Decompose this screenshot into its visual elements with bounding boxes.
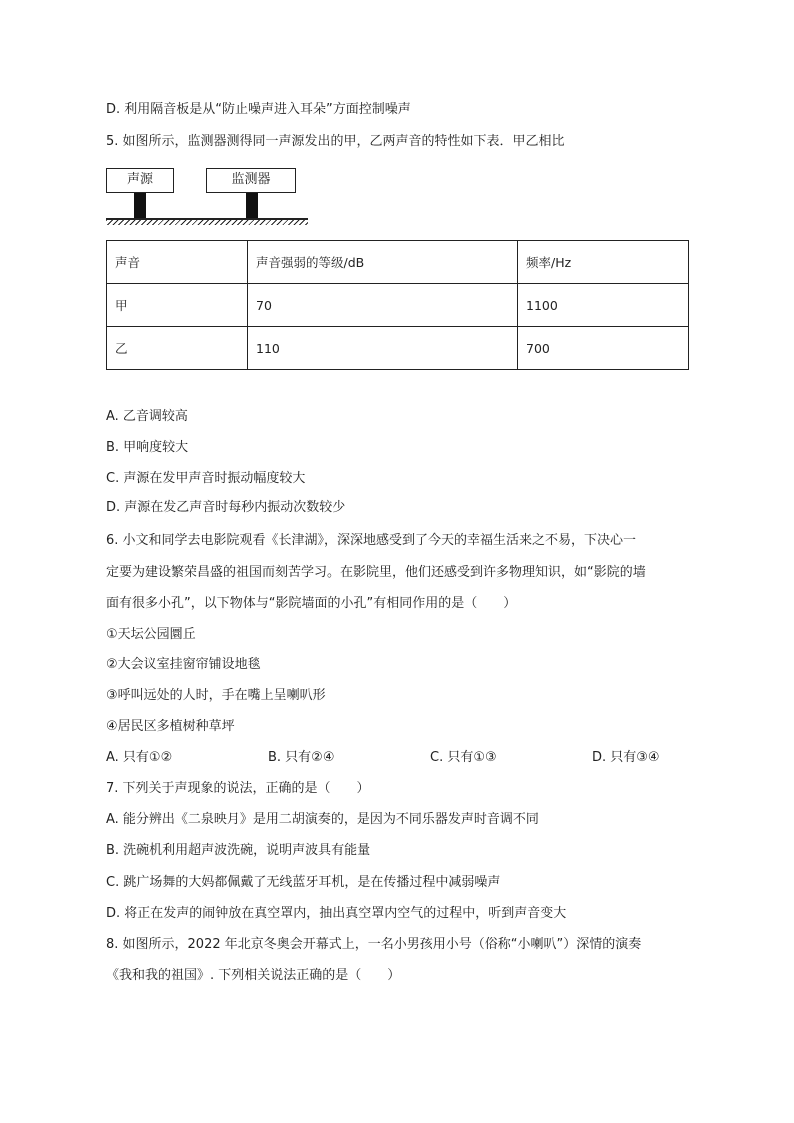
sound-source-box	[106, 168, 174, 193]
q6-item-1: ①天坛公园圜丘	[106, 627, 196, 642]
table-header-cell: 声音	[107, 241, 248, 284]
q7-option-d: D. 将正在发声的闹钟放在真空罩内，抽出真空罩内空气的过程中，听到声音变大	[106, 906, 567, 921]
q6-option-d: D. 只有③④	[592, 750, 660, 765]
sound-properties-table	[106, 240, 689, 370]
question-8-line-2: 《我和我的祖国》. 下列相关说法正确的是（ ）	[106, 968, 401, 983]
table-cell: 70	[248, 284, 518, 327]
monitor-box	[206, 168, 296, 193]
table-cell: 1100	[518, 284, 689, 327]
q7-option-a: A. 能分辨出《二泉映月》是用二胡演奏的，是因为不同乐器发声时音调不同	[106, 812, 539, 827]
source-post	[134, 193, 146, 218]
table-cell: 甲	[107, 284, 248, 327]
monitor-post	[246, 193, 258, 218]
question-6-line-3: 面有很多小孔”，以下物体与“影院墙面的小孔”有相同作用的是（ ）	[106, 596, 517, 611]
sound-source-label: 声源	[126, 172, 153, 187]
table-row	[107, 327, 689, 370]
q6-option-c: C. 只有①③	[430, 750, 497, 765]
q5-option-d: D. 声源在发乙声音时每秒内振动次数较少	[106, 500, 346, 515]
table-cell: 110	[248, 327, 518, 370]
table-header-row	[107, 241, 689, 284]
q6-item-2: ②大会议室挂窗帘铺设地毯	[106, 657, 261, 672]
q5-option-a: A. 乙音调较高	[106, 409, 188, 424]
option-d-prev: D. 利用隔音板是从“防止噪声进入耳朵”方面控制噪声	[106, 102, 411, 117]
q6-item-3: ③呼叫远处的人时，手在嘴上呈喇叭形	[106, 688, 326, 703]
question-5-stem: 5. 如图所示，监测器测得同一声源发出的甲，乙两声音的特性如下表．甲乙相比	[106, 134, 565, 149]
source-monitor-diagram	[106, 168, 311, 230]
table-cell: 乙	[107, 327, 248, 370]
question-8-line-1: 8. 如图所示，2022 年北京冬奥会开幕式上，一名小男孩用小号（俗称“小喇叭”）深情的演奏	[106, 937, 642, 952]
monitor-label: 监测器	[231, 172, 271, 187]
ground-hatch	[106, 220, 308, 225]
table-cell: 700	[518, 327, 689, 370]
q6-option-a: A. 只有①②	[106, 750, 173, 765]
q5-option-c: C. 声源在发甲声音时振动幅度较大	[106, 471, 306, 486]
q7-option-b: B. 洗碗机利用超声波洗碗，说明声波具有能量	[106, 843, 371, 858]
table-header-cell: 频率/Hz	[518, 241, 689, 284]
q6-options-row	[106, 749, 696, 767]
question-6-line-2: 定要为建设繁荣昌盛的祖国而刻苦学习。在影院里，他们还感受到许多物理知识，如“影院的墙	[106, 565, 646, 580]
q6-option-b: B. 只有②④	[268, 750, 335, 765]
q5-option-b: B. 甲响度较大	[106, 440, 189, 455]
question-7-stem: 7. 下列关于声现象的说法，正确的是（ ）	[106, 781, 370, 796]
q7-option-c: C. 跳广场舞的大妈都佩戴了无线蓝牙耳机，是在传播过程中减弱噪声	[106, 875, 501, 890]
q6-item-4: ④居民区多植树种草坪	[106, 719, 235, 734]
table-row	[107, 284, 689, 327]
question-6-line-1: 6. 小文和同学去电影院观看《长津湖》，深深地感受到了今天的幸福生活来之不易，下决心一	[106, 533, 637, 548]
table-header-cell: 声音强弱的等级/dB	[248, 241, 518, 284]
